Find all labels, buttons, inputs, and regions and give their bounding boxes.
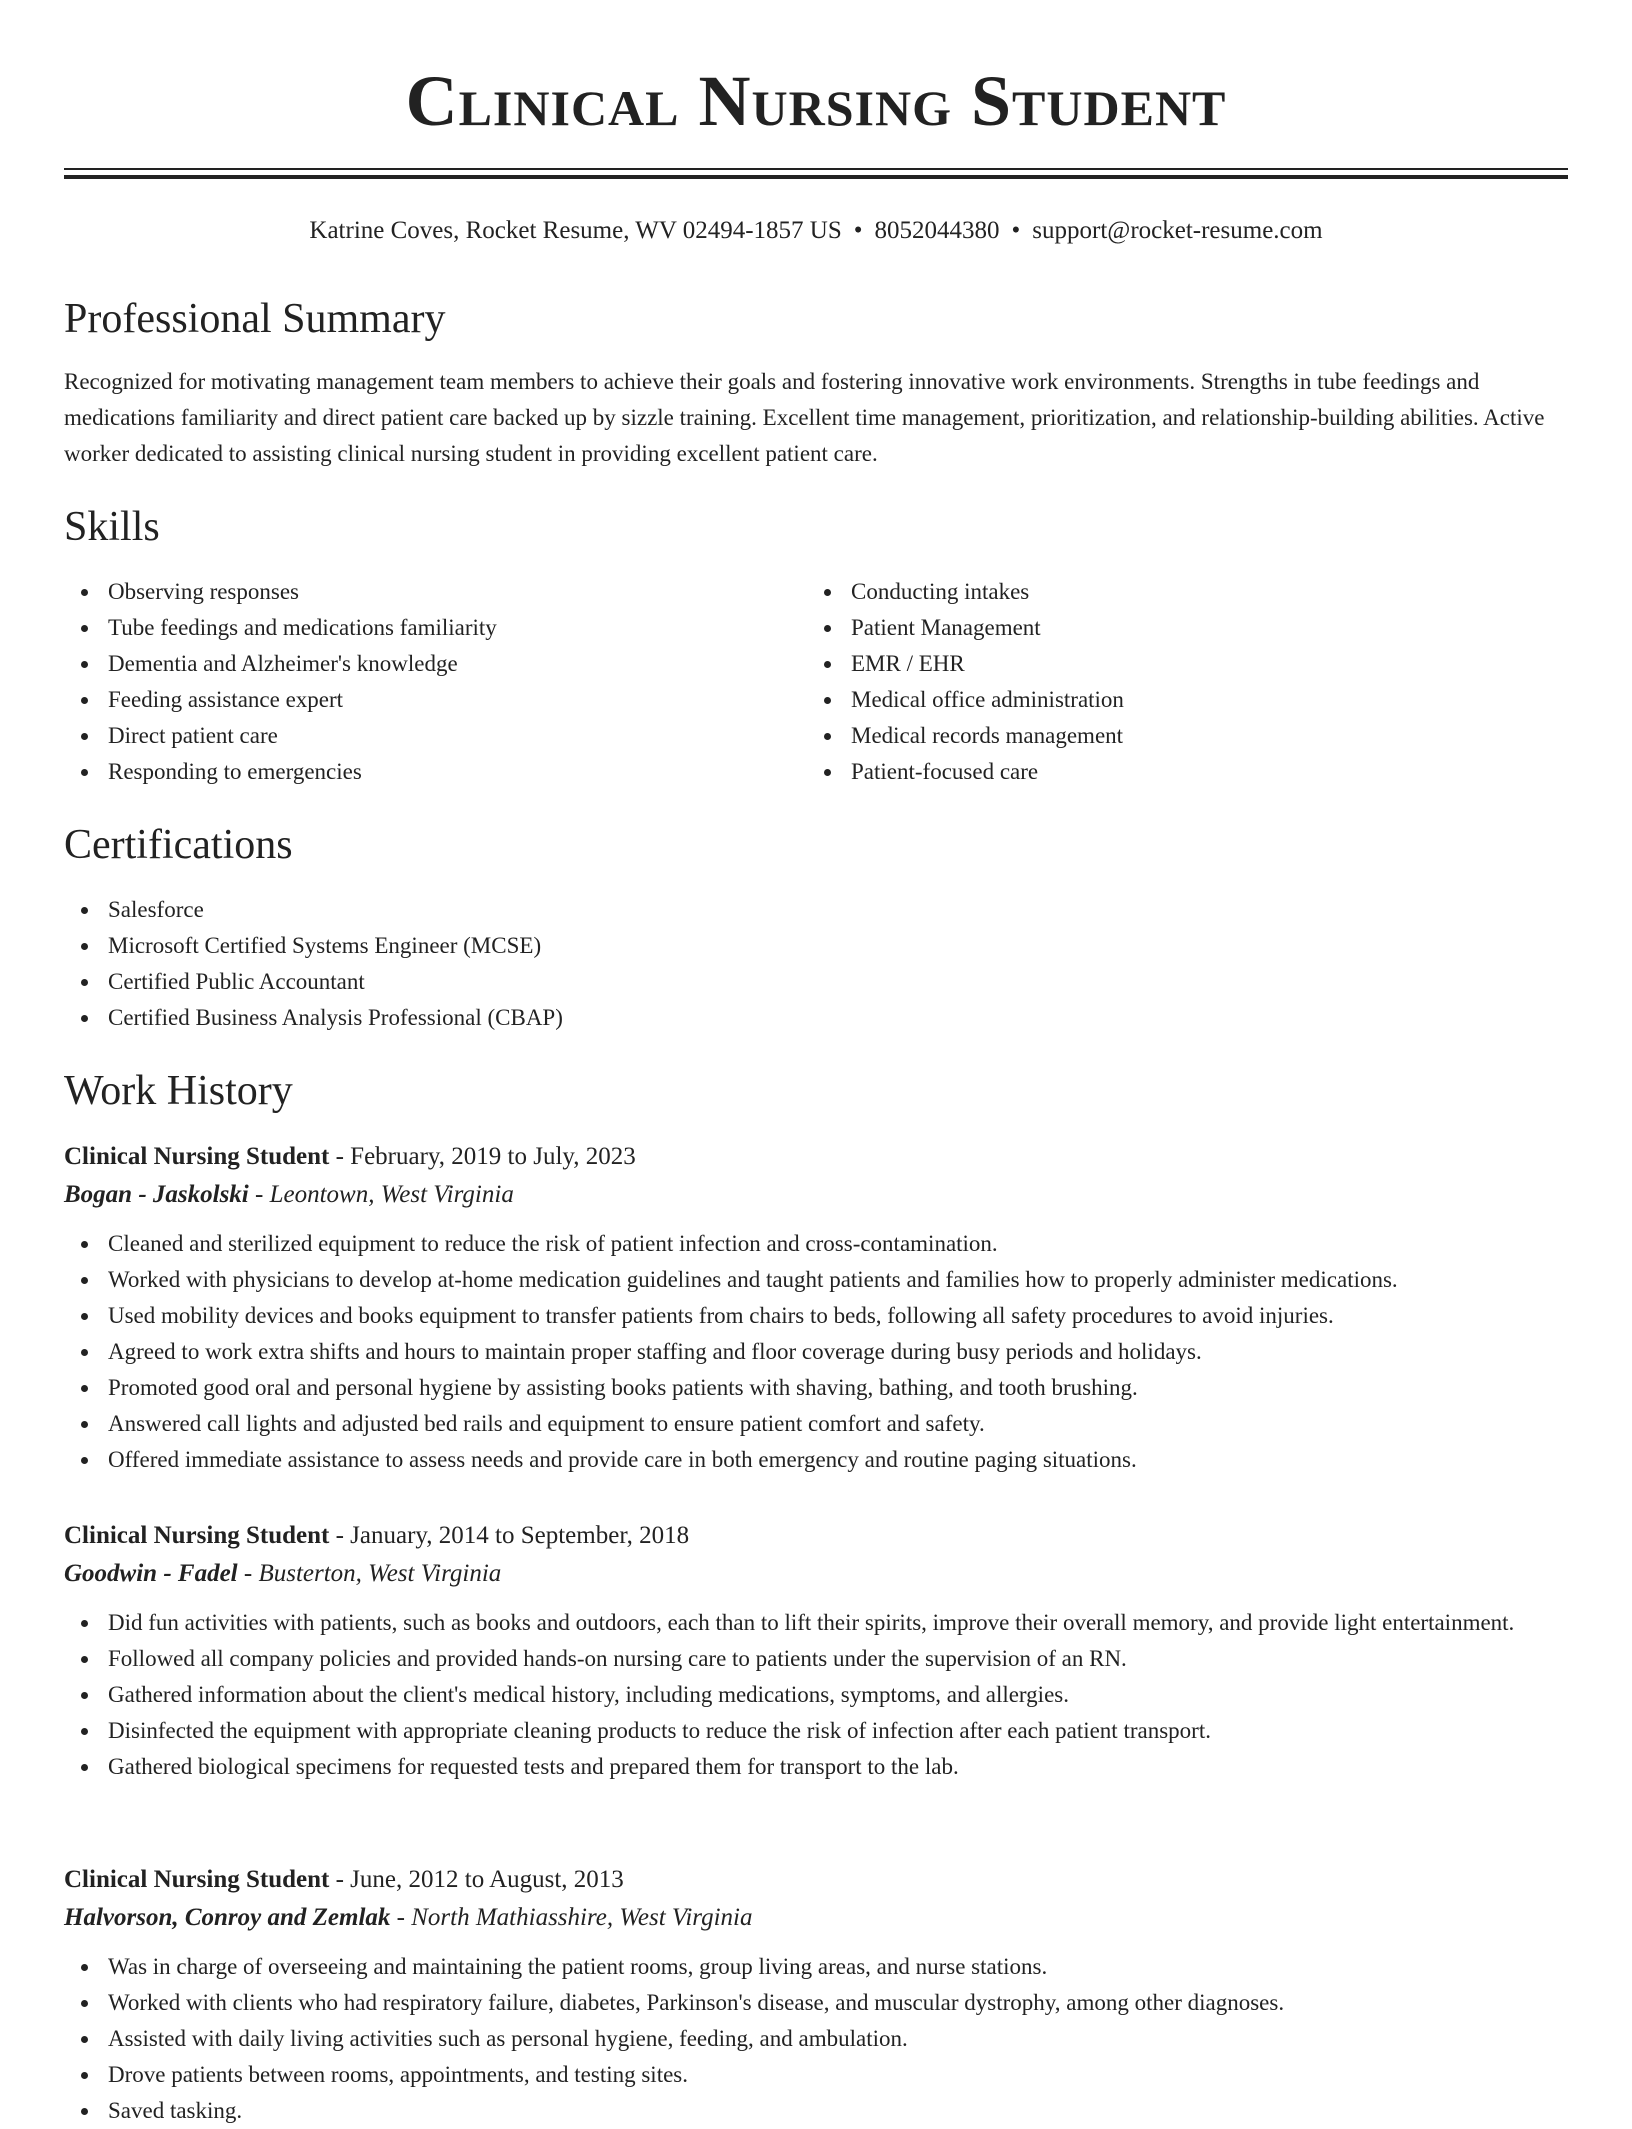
skills-list-right	[807, 574, 1547, 790]
job-bullets	[64, 1949, 1568, 2129]
contact-line	[64, 214, 1568, 248]
job-company-line	[64, 1899, 1568, 1937]
summary-heading: Professional Summary	[64, 296, 446, 342]
skill-item: Conducting intakes	[807, 574, 1547, 610]
dash: -	[329, 1143, 351, 1170]
skill-item: Medical records management	[807, 718, 1547, 754]
dash: -	[390, 1904, 412, 1931]
job-location: Leontown, West Virginia	[269, 1181, 514, 1208]
skill-item: Patient Management	[807, 610, 1547, 646]
job-title: Clinical Nursing Student	[64, 1866, 330, 1893]
contact-separator: •	[1011, 217, 1021, 244]
job-company: Goodwin - Fadel	[64, 1560, 238, 1587]
job-bullets	[64, 1226, 1568, 1478]
job-location: Busterton, West Virginia	[258, 1560, 502, 1587]
job-title: Clinical Nursing Student	[64, 1522, 330, 1549]
job-bullets	[64, 1605, 1568, 1785]
job-bullet: Disinfected the equipment with appropriate cleaning products to reduce the risk of infection after each patient transport.	[64, 1713, 1568, 1749]
skill-item: Direct patient care	[64, 718, 804, 754]
skills-list-left	[64, 574, 804, 790]
contact-separator: •	[853, 217, 863, 244]
job-bullet: Saved tasking.	[64, 2093, 1568, 2129]
skill-item: EMR / EHR	[807, 646, 1547, 682]
job-bullet: Agreed to work extra shifts and hours to maintain proper staffing and floor coverage during busy periods and holidays.	[64, 1334, 1568, 1370]
job-bullet: Followed all company policies and provided hands-on nursing care to patients under the supervision of an RN.	[64, 1641, 1568, 1677]
job-bullet: Cleaned and sterilized equipment to reduce the risk of patient infection and cross-contamination.	[64, 1226, 1568, 1262]
job-bullet: Worked with physicians to develop at-home medication guidelines and taught patients and families how to properly administer medications.	[64, 1262, 1568, 1298]
job-entry	[64, 1861, 1568, 2129]
job-bullet: Assisted with daily living activities such as personal hygiene, feeding, and ambulation.	[64, 2021, 1568, 2057]
skill-item: Dementia and Alzheimer's knowledge	[64, 646, 804, 682]
job-company-line	[64, 1555, 1568, 1593]
work-history-heading: Work History	[64, 1068, 293, 1114]
job-bullet: Offered immediate assistance to assess needs and provide care in both emergency and routine paging situations.	[64, 1442, 1568, 1478]
job-bullet: Gathered information about the client's medical history, including medications, symptoms, and allergies.	[64, 1677, 1568, 1713]
job-entry	[64, 1138, 1568, 1478]
job-bullet: Answered call lights and adjusted bed rails and equipment to ensure patient comfort and safety.	[64, 1406, 1568, 1442]
job-bullet: Was in charge of overseeing and maintaining the patient rooms, group living areas, and nurse stations.	[64, 1949, 1568, 1985]
job-bullet: Drove patients between rooms, appointments, and testing sites.	[64, 2057, 1568, 2093]
job-title-line	[64, 1138, 1568, 1176]
job-bullet: Promoted good oral and personal hygiene by assisting books patients with shaving, bathing, and tooth brushing.	[64, 1370, 1568, 1406]
job-bullet: Did fun activities with patients, such as books and outdoors, each than to lift their spirits, improve their overall memory, and provide light entertainment.	[64, 1605, 1568, 1641]
skill-item: Feeding assistance expert	[64, 682, 804, 718]
contact-address: Katrine Coves, Rocket Resume, WV 02494-1857 US	[309, 217, 842, 244]
certification-item: Certified Business Analysis Professional (CBAP)	[64, 1000, 1568, 1036]
dash: -	[329, 1522, 351, 1549]
skill-item: Medical office administration	[807, 682, 1547, 718]
job-bullet: Gathered biological specimens for requested tests and prepared them for transport to the lab.	[64, 1749, 1568, 1785]
resume-title: Clinical Nursing Student	[405, 61, 1227, 141]
skill-item: Tube feedings and medications familiarity	[64, 610, 804, 646]
dash: -	[237, 1560, 259, 1587]
resume-page	[64, 0, 1568, 2123]
job-dates: February, 2019 to July, 2023	[350, 1143, 636, 1170]
job-location: North Mathiasshire, West Virginia	[411, 1904, 753, 1931]
job-company-line	[64, 1176, 1568, 1214]
job-entry	[64, 1517, 1568, 1785]
summary-text: Recognized for motivating management team members to achieve their goals and fostering innovative work environments. Strengths in tube feedings and medications familiarity and direct patient care backed up by sizzle training. Excellent time management, prioritization, and relationship-building abilities. Active worker dedicated to assisting clinical nursing student in providing excellent patient care.	[64, 369, 1545, 466]
dash: -	[329, 1866, 351, 1893]
job-dates: June, 2012 to August, 2013	[350, 1866, 624, 1893]
contact-email: support@rocket-resume.com	[1032, 217, 1323, 244]
job-bullet: Used mobility devices and books equipment to transfer patients from chairs to beds, following all safety procedures to avoid injuries.	[64, 1298, 1568, 1334]
certification-item: Microsoft Certified Systems Engineer (MCSE)	[64, 928, 1568, 964]
skill-item: Observing responses	[64, 574, 804, 610]
job-dates: January, 2014 to September, 2018	[350, 1522, 690, 1549]
job-title-line	[64, 1861, 1568, 1899]
certification-item: Salesforce	[64, 892, 1568, 928]
title-rule-thick	[64, 175, 1568, 179]
job-bullet: Worked with clients who had respiratory failure, diabetes, Parkinson's disease, and muscular dystrophy, among other diagnoses.	[64, 1985, 1568, 2021]
contact-phone: 8052044380	[874, 217, 1000, 244]
skill-item: Patient-focused care	[807, 754, 1547, 790]
certifications-heading: Certifications	[64, 822, 293, 868]
certifications-list	[64, 892, 1568, 1036]
job-company: Halvorson, Conroy and Zemlak	[64, 1904, 391, 1931]
job-title: Clinical Nursing Student	[64, 1143, 330, 1170]
job-company: Bogan - Jaskolski	[64, 1181, 249, 1208]
certification-item: Certified Public Accountant	[64, 964, 1568, 1000]
job-title-line	[64, 1517, 1568, 1555]
title-rule-thin	[64, 168, 1568, 170]
skills-heading: Skills	[64, 504, 160, 550]
dash: -	[248, 1181, 270, 1208]
skill-item: Responding to emergencies	[64, 754, 804, 790]
